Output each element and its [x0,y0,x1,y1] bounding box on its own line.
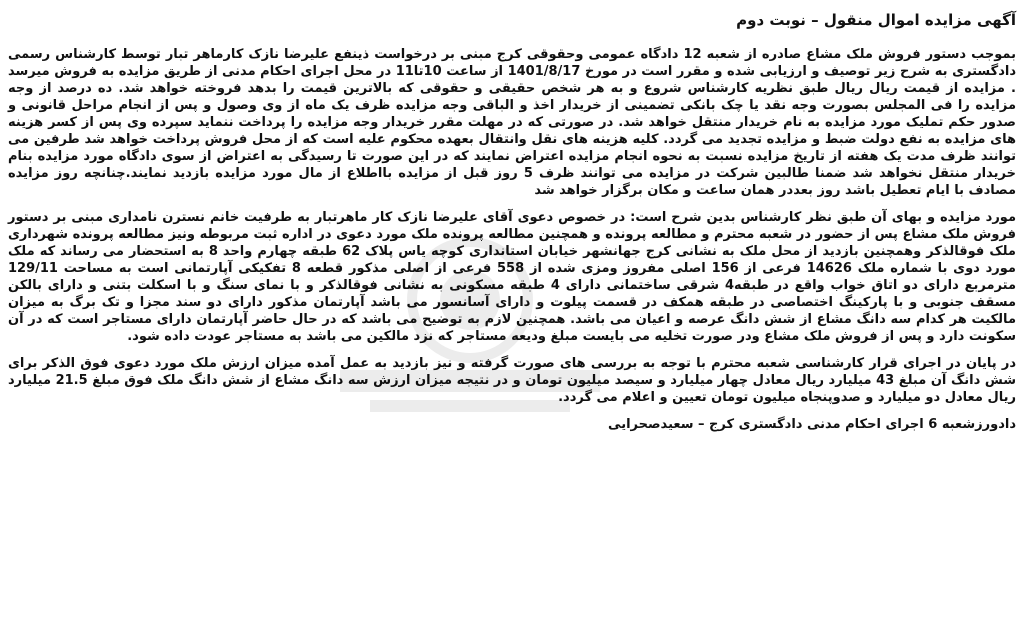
auction-terms-paragraph: بموجب دستور فروش ملک مشاع صادره از شعبه 12 دادگاه عمومی وحقوقی کرج مبنی بر درخواست ذینفع علیرضا نازک کارماهر تبار توسط کارشناس رسمی دادگستری به شرح زیر توصیف و ارزیابی شده و مقرر است در مورخ 1401/8/17 از ساعت 10تا11 در محل اجرای احکام مدنی از طریق مزایده به فروش میرسد . مزایده از قیمت ریال ریال طبق نظریه کارشناس شروع و به هر شخص حقیقی و حقوقی که بالاترین قیمت را بدهد فروخته خواهد شد. ده درصد از وجه مزایده را فی المجلس بصورت وجه نقد یا چک بانکی تضمینی از خریدار اخذ و الباقی وجه مزایده ظرف یک ماه از وی وصول و پس از انجام مراحل قانونی و صدور حکم تملیک مورد مزایده به نام خریدار منتقل خواهد شد. در صورتی که در مهلت مقرر خریدار وجه مزایده را پرداخت ننماید سپرده وی پس از کسر هزینه های مزایده به نفع دولت ضبط و مزایده تجدید می گردد. کلیه هزینه های نقل وانتقال بعهده محکوم علیه است که از محل فروش پرداخت خواهد شد طرفین می توانند ظرف مدت یک هفته از تاریخ مزایده نسبت به نحوه انجام مزایده اعتراض نمایند که در این صورت تا رسیدگی به اعتراض از سوی دادگاه مورد مزایده بنام خریدار منتقل نخواهد شد ضمنا طالبین شرکت در مزایده می توانند ظرف 5 روز قبل از مزایده بااطلاع از مال مورد مزایده بازدید نمایند.چنانچه روز مزایده مصادف با ایام تعطیل باشد روز بعددر همان ساعت و مکان برگزار خواهد شد [8,47,1016,198]
notice-title: آگهی مزایده اموال منقول – نوبت دوم [736,11,1016,29]
valuation-paragraph: در پایان در اجرای قرار کارشناسی شعبه محترم با توجه به بررسی های صورت گرفته و نیز بازدید به عمل آمده میزان ارزش ملک مورد دعوی فوق الذکر برای شش دانگ آن مبلغ 43 میلیارد ریال معادل چهار میلیارد و سیصد میلیون تومان و در نتیجه میزان ارزش سه دانگ مشاع از شش دانگ ملک فوق مبلغ 21.5 میلیارد ریال معادل دو میلیارد و صدوپنجاه میلیون تومان تعیین و اعلام می گردد. [8,356,1016,405]
issuer-signature: دادورزشعبه 6 اجرای احکام مدنی دادگستری کرج – سعیدصحرایی [608,417,1016,432]
property-description-paragraph: مورد مزایده و بهای آن طبق نظر کارشناس بدین شرح است: در خصوص دعوی آقای علیرضا نازک کار ماهرتبار به طرفیت خانم نسترن نامداری مبنی بر دستور فروش ملک مشاع پس از حضور در شعبه محترم و مطالعه پرونده و همچنین مطالعه پرونده ملک مورد دعوی در اداره ثبت مربوطه ونیز مطالعه پرونده شهرداری ملک فوقالذکر وهمچنین بازدید از محل ملک به نشانی کرج جهانشهر خیابان استانداری کوچه یاس پلاک 62 طبقه چهارم واحد 8 به استحضار می رساند که ملک مورد دوی با شماره ملک 14626 فرعی از 156 اصلی مفروز ومزی شده از 558 فرعی از اصلی مذکور قطعه 8 تفکیکی آپارتمانی است به مساحت 129/11 مترمربع دارای دو اتاق خواب واقع در طبقه4 شرقی ساختمانی دارای 4 طبقه مسکونی به نشانی فوقالذکر و با نمای سنگ و با اسکلت بتنی و دارای بالکن مسقف جنوبی و با پارکینگ اختصاصی در طبقه همکف در قسمت پیلوت و دارای آسانسور می باشد آپارتمان مذکور دارای دو سند مجزا و تک برگ به میزان مالکیت هر کدام سه دانگ مشاع از شش دانگ عرصه و اعیان می باشد. همچنین لازم به توضیح می باشد که در حال حاضر آپارتمان دارای مستاجر است که در آن سکونت دارد و پس از فروش ملک مشاع ودر صورت تخلیه می بایست مبلغ ودیعه مستاجر که نزد مالکین می باشد به مستاجر عودت داده شود. [8,210,1017,344]
